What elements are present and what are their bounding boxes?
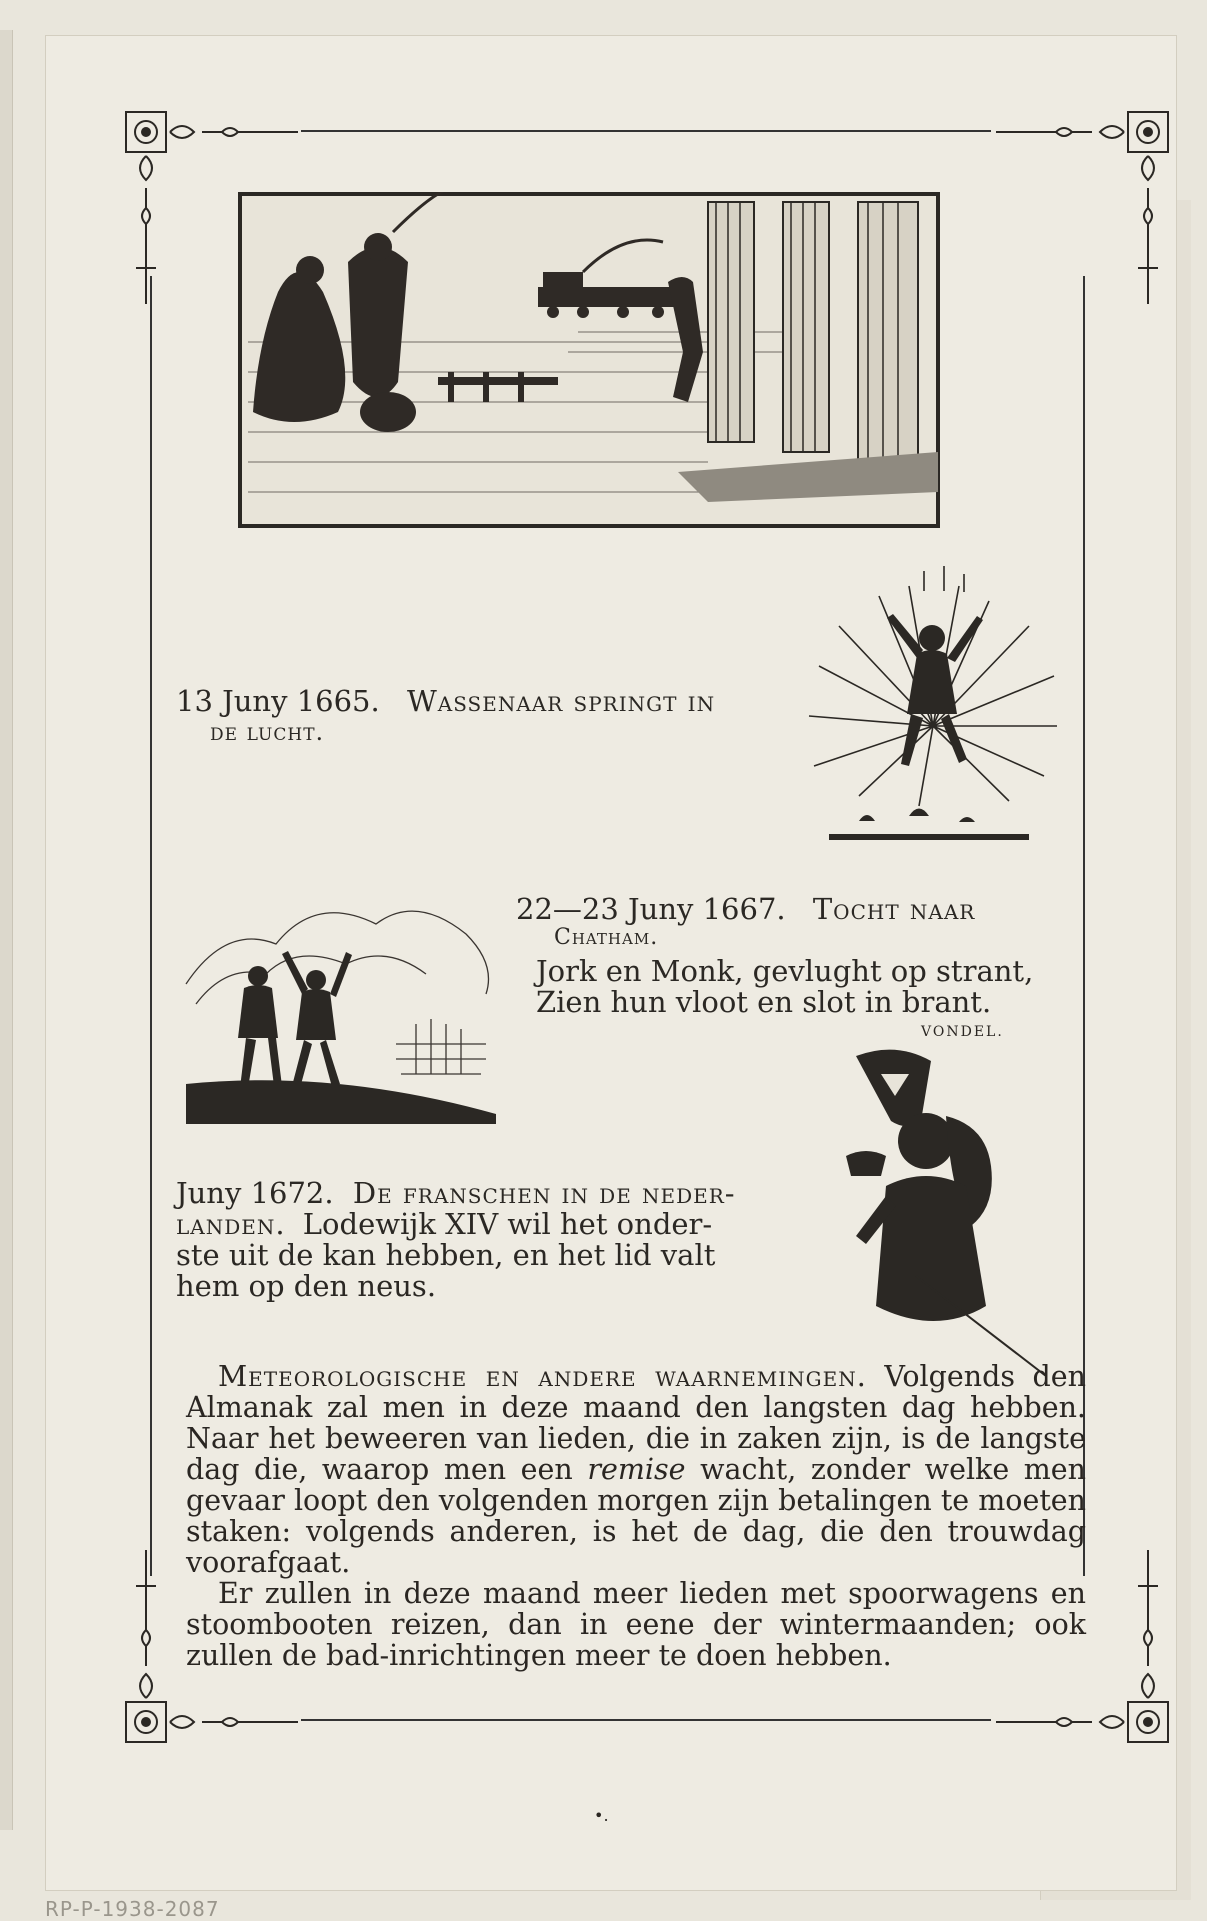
woodcut-lodewijk <box>826 1046 1076 1376</box>
entry-1667-title-line2: Chatham. <box>554 925 659 950</box>
woodcut-explosion <box>799 566 1067 866</box>
entry-1665-title-line2: de lucht. <box>210 718 325 746</box>
entry-1672-text-b: ste uit de kan hebben, en het lid valt <box>176 1238 716 1272</box>
entry-1672-text-c: hem op den neus. <box>176 1269 437 1303</box>
entry-1672-title-b: landen. <box>176 1207 286 1241</box>
entry-1672 <box>176 1178 804 1302</box>
entry-1665-date: 13 Juny 1665. <box>176 684 380 718</box>
observations-remise: remise <box>587 1453 686 1486</box>
entry-1672-title-a: De franschen in de neder- <box>352 1176 736 1210</box>
frame-bottom-rule <box>301 1719 991 1721</box>
verse-line-2: Zien hun vloot en slot in brant. <box>536 985 992 1019</box>
observations-heading: Meteorologische en andere waarnemingen. <box>218 1360 867 1393</box>
entry-1672-date: Juny 1672. <box>176 1176 334 1210</box>
corner-ornament-top-right <box>992 108 1172 308</box>
adjacent-sheet-left <box>0 30 13 1830</box>
verse-attribution: VONDEL. <box>921 1024 1004 1040</box>
observations-paragraph-1 <box>186 1361 1086 1578</box>
entry-1667-title-line1: Tocht naar <box>812 892 976 926</box>
entry-1667-header <box>516 894 1116 951</box>
frame-top-rule <box>301 130 991 132</box>
page-mark: •. <box>594 1806 609 1825</box>
entry-1672-text-a: Lodewijk XIV wil het onder- <box>302 1207 713 1241</box>
entry-1665 <box>176 686 816 748</box>
observations-text <box>186 1361 1086 1671</box>
observations-p1-part2: wacht, zonder welke men gevaar loopt den volgenden morgen zijn betalingen te moeten staken: volgends anderen, is het de dag, die den trouwdag voorafgaat. <box>186 1453 1087 1579</box>
entry-1667-verse <box>536 956 1136 1018</box>
frame-left-rule <box>150 276 152 1576</box>
observations-p1-part1: Volgends den Almanak zal men in deze maand den langsten dag hebben. Naar het beweeren van lieden, die in zaken zijn, is de langste dag die, waarop men een <box>186 1360 1086 1486</box>
entry-1665-title-line1: Wassenaar springt in <box>406 684 716 718</box>
woodcut-chatham <box>176 884 506 1124</box>
almanac-page <box>46 36 1176 1890</box>
observations-paragraph-2: Er zullen in deze maand meer lieden met spoorwagens en stoombooten reizen, dan in eene der wintermaanden; ook zullen de bad-inrichtingen meer te doen hebben. <box>186 1577 1086 1672</box>
verse-line-1: Jork en Monk, gevlught op strant, <box>536 954 1034 988</box>
entry-1667-date: 22—23 Juny 1667. <box>516 892 786 926</box>
woodcut-travellers-train <box>238 192 940 528</box>
archive-number: RP-P-1938-2087 <box>45 1897 220 1921</box>
